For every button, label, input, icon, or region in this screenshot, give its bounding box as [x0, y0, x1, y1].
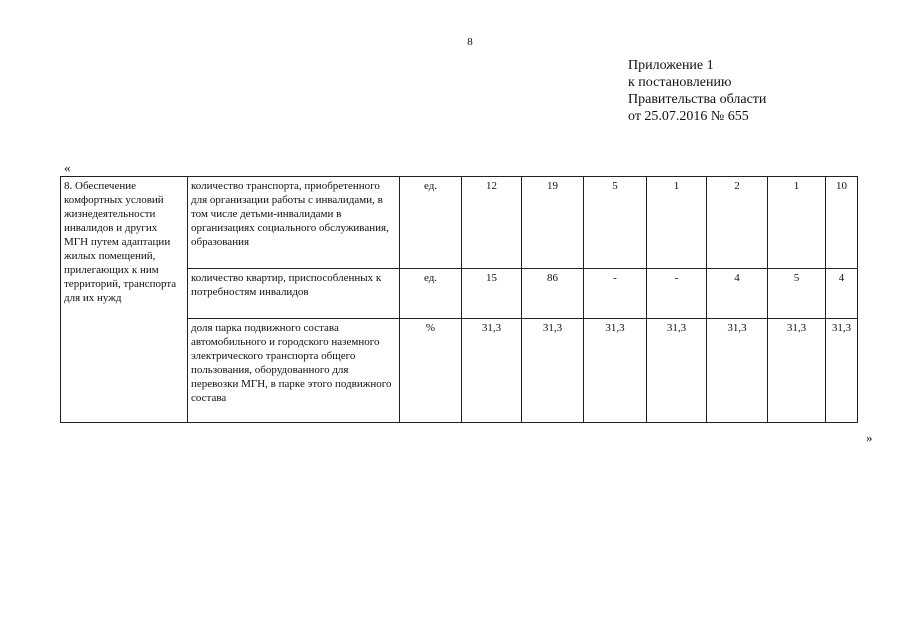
indicators-table — [60, 176, 858, 423]
indicator-cell: количество транспорта, приобретенного для организации работы с инвалидами, в том числе детьми-инвалидами в организациях социального обслуживания, образования — [188, 177, 400, 269]
value-cell: 31,3 — [647, 319, 707, 423]
value-cell: 4 — [707, 269, 768, 319]
unit-cell: ед. — [400, 269, 462, 319]
page-number: 8 — [467, 36, 473, 48]
value-cell: 12 — [462, 177, 522, 269]
value-cell: 1 — [647, 177, 707, 269]
unit-cell: ед. — [400, 177, 462, 269]
value-cell: 86 — [522, 269, 584, 319]
value-cell: 5 — [584, 177, 647, 269]
appendix-line: Правительства области — [628, 92, 767, 107]
indicator-cell: доля парка подвижного состава автомобильного и городского наземного электрического транспорта общего пользования, оборудованного для перевозки МГН, в парке этого подвижного состава — [188, 319, 400, 423]
appendix-line: от 25.07.2016 № 655 — [628, 109, 749, 124]
appendix-line: Приложение 1 — [628, 58, 714, 73]
value-cell: 2 — [707, 177, 768, 269]
appendix-header — [628, 57, 766, 125]
value-cell: 1 — [768, 177, 826, 269]
goal-cell: 8. Обеспечение комфортных условий жизнедеятельности инвалидов и других МГН путем адаптации жилых помещений, прилегающих к ним территорий, транспорта для их нужд — [61, 177, 188, 423]
value-cell: 31,3 — [768, 319, 826, 423]
value-cell: 4 — [826, 269, 858, 319]
appendix-line: к постановлению — [628, 75, 732, 90]
value-cell: - — [647, 269, 707, 319]
value-cell: 31,3 — [584, 319, 647, 423]
value-cell: 10 — [826, 177, 858, 269]
opening-quote: « — [64, 160, 71, 175]
value-cell: - — [584, 269, 647, 319]
value-cell: 5 — [768, 269, 826, 319]
table-row — [61, 177, 858, 269]
value-cell: 19 — [522, 177, 584, 269]
unit-cell: % — [400, 319, 462, 423]
value-cell: 15 — [462, 269, 522, 319]
value-cell: 31,3 — [826, 319, 858, 423]
indicator-cell: количество квартир, приспособленных к потребностям инвалидов — [188, 269, 400, 319]
value-cell: 31,3 — [522, 319, 584, 423]
value-cell: 31,3 — [707, 319, 768, 423]
closing-quote: » — [866, 430, 873, 445]
value-cell: 31,3 — [462, 319, 522, 423]
